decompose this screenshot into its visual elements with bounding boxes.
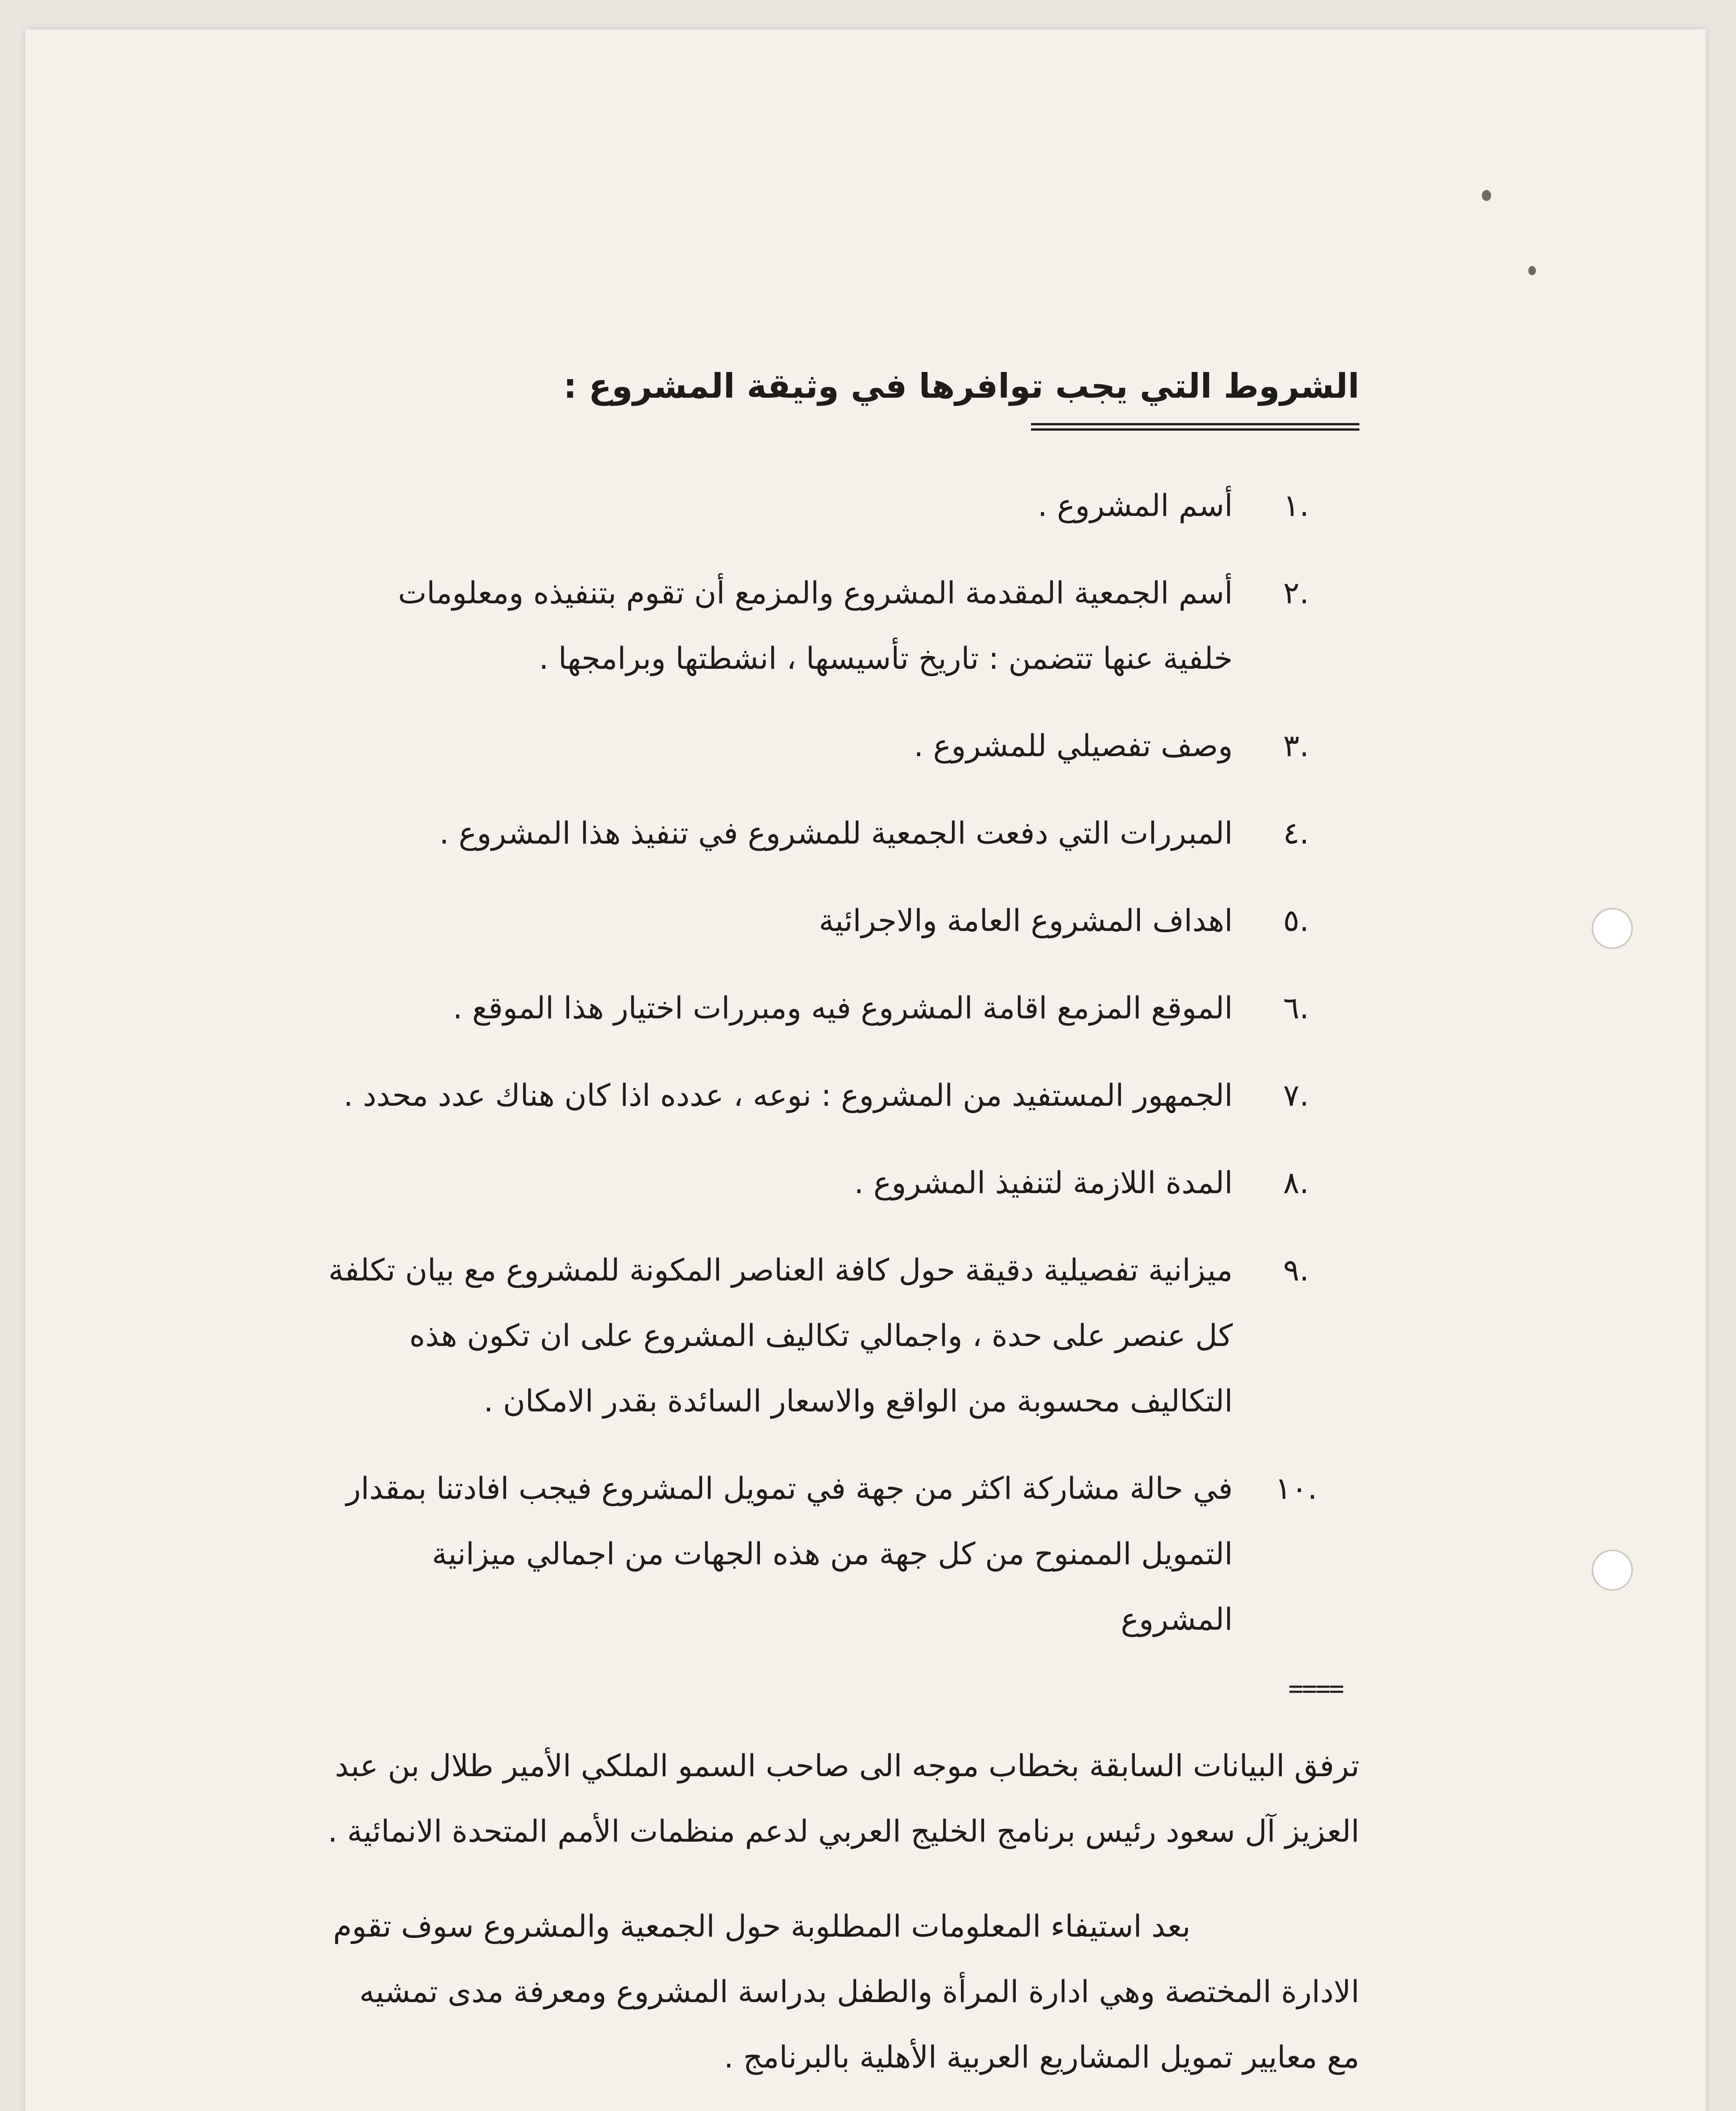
section-separator: ==== <box>1288 1674 1343 1704</box>
list-item-number: ١. <box>1283 488 1309 523</box>
list-item <box>321 888 1359 953</box>
list-item <box>321 1237 1359 1434</box>
list-item-text: في حالة مشاركة اكثر من جهة في تمويل المشروع فيجب افادتنا بمقدار التمويل الممنوح من كل جهة من هذه الجهات من اجمالي ميزانية المشروع <box>346 1471 1233 1637</box>
list-item <box>321 1456 1359 1652</box>
list-item <box>321 713 1359 779</box>
punch-hole-upper <box>1592 908 1633 949</box>
list-item <box>321 560 1359 691</box>
list-item-text: أسم المشروع . <box>1037 488 1233 523</box>
list-item-number: ٩. <box>1283 1252 1309 1288</box>
ink-speck <box>1528 266 1536 275</box>
document-title: الشروط التي يجب توافرها في وثيقة المشروع : <box>563 366 1359 406</box>
list-item <box>321 975 1359 1041</box>
list-item-text: ميزانية تفصيلية دقيقة حول كافة العناصر المكونة للمشروع مع بيان تكلفة كل عنصر على حدة ، واجمالي تكاليف المشروع على ان تكون هذه التكاليف محسوبة من الواقع والاسعار السائدة بقدر الامكان . <box>328 1252 1233 1419</box>
list-item-text: الجمهور المستفيد من المشروع : نوعه ، عدده اذا كان هناك عدد محدد . <box>343 1077 1233 1113</box>
paragraph-submission: ترفق البيانات السابقة بخطاب موجه الى صاحب السمو الملكي الأمير طلال بن عبد العزيز آل سعود رئيس برنامج الخليج العربي لدعم منظمات الأمم المتحدة الانمائية . <box>328 1748 1359 1849</box>
list-item-number: ٦. <box>1283 990 1309 1026</box>
list-item <box>321 1063 1359 1128</box>
list-item-text: وصف تفصيلي للمشروع . <box>914 728 1233 763</box>
list-item-number: ٧. <box>1283 1077 1309 1113</box>
list-item-number: ٤. <box>1283 815 1309 851</box>
list-item-text: أسم الجمعية المقدمة المشروع والمزمع أن تقوم بتنفيذه ومعلومات خلفية عنها تتضمن : تاريخ تأسيسها ، انشطتها وبرامجها . <box>398 575 1233 676</box>
list-item-number: ٥. <box>1283 903 1309 938</box>
paragraph-review: بعد استيفاء المعلومات المطلوبة حول الجمعية والمشروع سوف تقوم الادارة المختصة وهي ادارة المرأة والطفل بدراسة المشروع ومعرفة مدى تمشيه مع معايير تمويل المشاريع العربية الأهلية بالبرنامج . <box>333 1908 1359 2075</box>
list-item-number: ٨. <box>1283 1165 1309 1200</box>
list-item-text: المبررات التي دفعت الجمعية للمشروع في تنفيذ هذا المشروع . <box>439 815 1233 851</box>
title-double-underline: ======================== <box>1030 411 1359 442</box>
list-item-text: اهداف المشروع العامة والاجرائية <box>819 903 1233 938</box>
list-item-number: ٣. <box>1283 728 1309 763</box>
document-body <box>321 363 1359 2111</box>
list-item <box>321 1150 1359 1216</box>
list-item <box>321 473 1359 538</box>
list-item-number: ١٠. <box>1275 1471 1318 1506</box>
list-item-text: المدة اللازمة لتنفيذ المشروع . <box>854 1165 1233 1200</box>
list-item-number: ٢. <box>1283 575 1309 611</box>
list-item <box>321 800 1359 866</box>
punch-hole-lower <box>1592 1549 1633 1591</box>
requirements-list <box>321 473 1359 1652</box>
ink-speck <box>1482 190 1491 201</box>
list-item-text: الموقع المزمع اقامة المشروع فيه ومبررات اختيار هذا الموقع . <box>453 990 1233 1026</box>
